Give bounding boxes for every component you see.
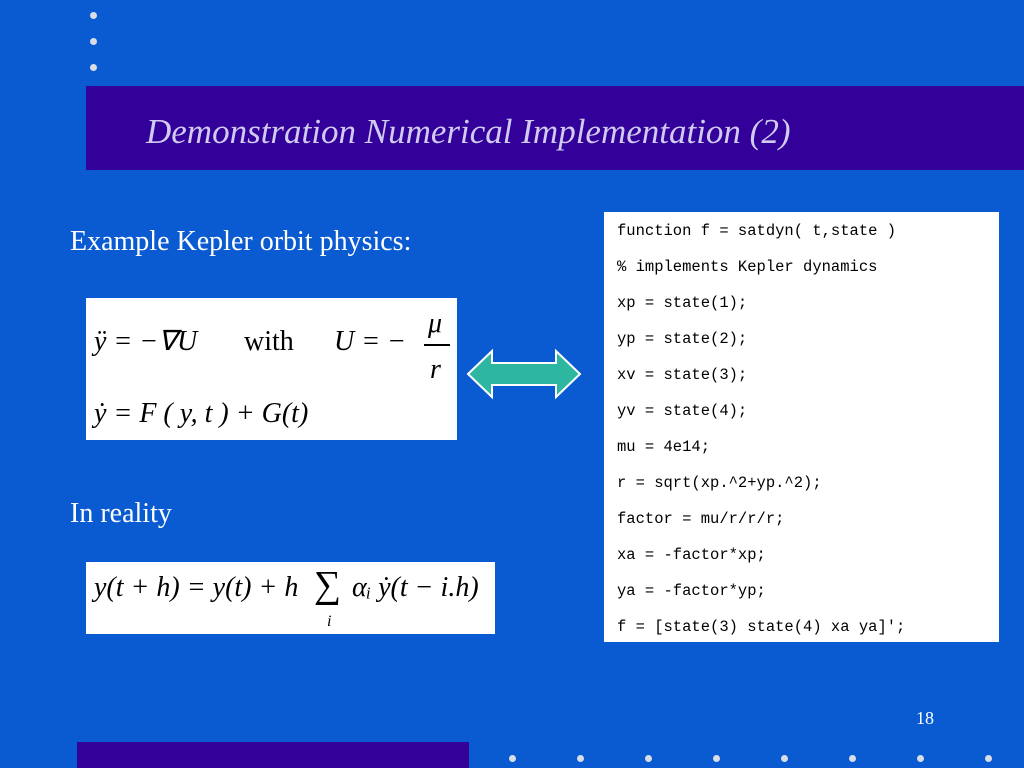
decorative-dot-icon — [985, 755, 992, 762]
equation-box-integration — [86, 562, 495, 634]
code-line: % implements Kepler dynamics — [617, 258, 878, 276]
double-headed-arrow-icon — [466, 348, 582, 400]
fraction-bar — [424, 344, 450, 346]
code-line: yp = state(2); — [617, 330, 748, 348]
equation-box-kepler — [86, 298, 457, 440]
subheading-example: Example Kepler orbit physics: — [70, 226, 412, 257]
decorative-dot-icon — [645, 755, 652, 762]
equation-step-right: αᵢ ẏ(t − i.h) — [352, 572, 479, 603]
code-line: yv = state(4); — [617, 402, 748, 420]
subheading-reality: In reality — [70, 498, 172, 529]
equation-with-word: with — [244, 326, 294, 357]
equation-potential: U = − — [334, 326, 407, 357]
equation-mu: μ — [428, 308, 443, 339]
code-line: factor = mu/r/r/r; — [617, 510, 785, 528]
decorative-dot-icon — [781, 755, 788, 762]
decorative-dot-icon — [90, 38, 97, 45]
equation-gradient: ÿ = −∇U — [94, 326, 198, 357]
decorative-dot-icon — [849, 755, 856, 762]
code-line: function f = satdyn( t,state ) — [617, 222, 897, 240]
equation-dynamics: ẏ = F ( y, t ) + G(t) — [94, 398, 309, 429]
code-line: ya = -factor*yp; — [617, 582, 766, 600]
code-line: xv = state(3); — [617, 366, 748, 384]
summation-sign: ∑ — [314, 564, 342, 606]
code-line: r = sqrt(xp.^2+yp.^2); — [617, 474, 822, 492]
code-line: xp = state(1); — [617, 294, 748, 312]
code-line: f = [state(3) state(4) xa ya]'; — [617, 618, 906, 636]
decorative-dot-icon — [509, 755, 516, 762]
decorative-dot-icon — [577, 755, 584, 762]
slide-title: Demonstration Numerical Implementation (2) — [146, 112, 791, 151]
bottom-band — [77, 742, 469, 768]
decorative-dot-icon — [90, 12, 97, 19]
code-listing — [604, 212, 999, 642]
decorative-dot-icon — [713, 755, 720, 762]
code-line: xa = -factor*xp; — [617, 546, 766, 564]
page-number: 18 — [916, 708, 934, 728]
code-line: mu = 4e14; — [617, 438, 711, 456]
decorative-dot-icon — [917, 755, 924, 762]
summation-index: i — [327, 613, 332, 630]
equation-step-left: y(t + h) = y(t) + h — [94, 572, 299, 603]
decorative-dot-icon — [90, 64, 97, 71]
equation-r: r — [430, 354, 441, 385]
